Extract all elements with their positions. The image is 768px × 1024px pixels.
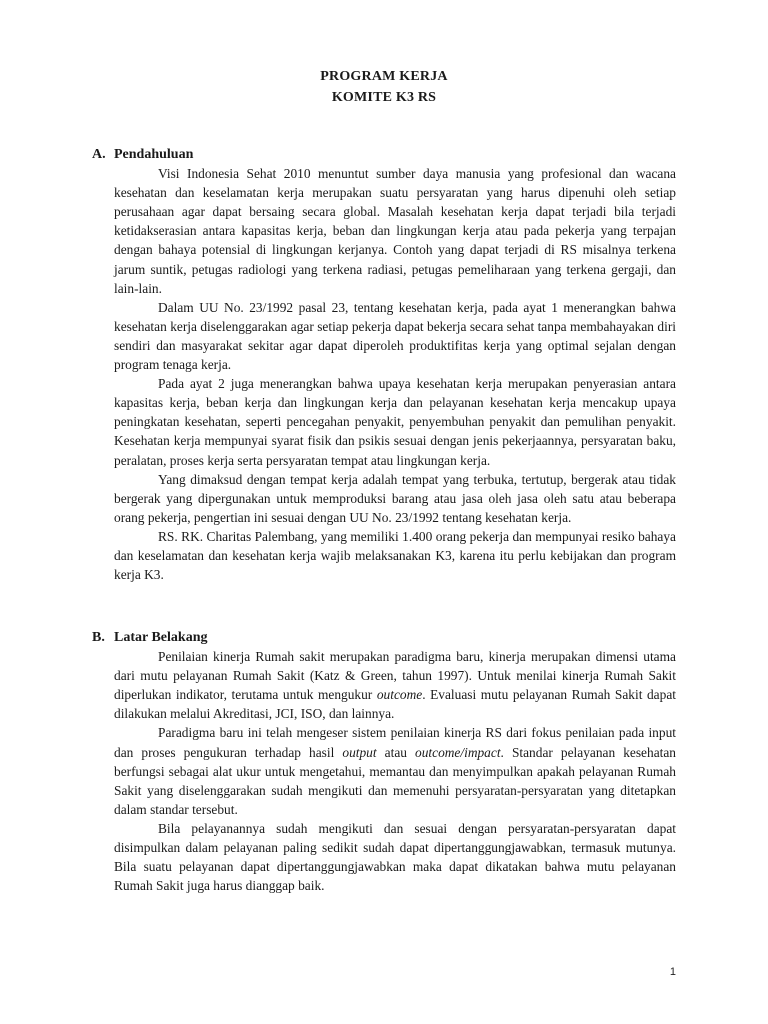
section-body bbox=[114, 164, 676, 584]
text-run: . Evaluasi mutu pelayanan Rumah Sakit dapat dilakukan melalui Akreditasi, JCI, ISO, dan lainnya. bbox=[114, 687, 676, 722]
section-latar-belakang bbox=[92, 628, 676, 895]
text-run: Paradigma baru ini telah mengeser sistem penilaian kinerja RS dari fokus penilaian pada input dan proses pengukuran terhadap hasil bbox=[114, 725, 676, 760]
section-body bbox=[114, 647, 676, 895]
paragraph: Visi Indonesia Sehat 2010 menuntut sumber daya manusia yang profesional dan wacana kesehatan dan keselamatan kerja merupakan suatu persyaratan yang harus dipenuhi oleh setiap perusahaan agar dapat bersaing secara global. Masalah kesehatan kerja dapat terjadi bila terjadi ketidakserasian antara kapasitas kerja, beban dan lingkungan kerja atau pada pekerja yang terpajan dengan bahaya potensial di lingkungan kerjanya. Contoh yang dapat terjadi di RS misalnya terkena jarum suntik, petugas radiologi yang terkena radiasi, petugas pemeliharaan yang terkena gergaji, dan lain-lain. bbox=[114, 166, 676, 296]
section-letter: A. bbox=[92, 147, 106, 162]
section-heading-text: Latar Belakang bbox=[114, 630, 208, 645]
title-line-1: PROGRAM KERJA bbox=[320, 69, 448, 84]
paragraph: Yang dimaksud dengan tempat kerja adalah tempat yang terbuka, tertutup, bergerak atau tidak bergerak yang dipergunakan untuk memproduksi barang atau jasa oleh jasa oleh satu atau beberapa orang pekerja, pengertian ini sesuai dengan UU No. 23/1992 tentang kesehatan kerja. bbox=[114, 471, 676, 525]
title-line-2: KOMITE K3 RS bbox=[331, 90, 437, 105]
section-pendahuluan bbox=[92, 145, 676, 584]
document-title bbox=[0, 66, 768, 108]
text-run: . Standar pelayanan kesehatan berfungsi sebagai alat ukur untuk mengetahui, memantau dan menyimpulkan apakah pelayanan Rumah Sakit yang diselenggarakan sudah mengikuti dan memenuhi persyaratan-persyaratan yang ditetapkan dalam standar tersebut. bbox=[114, 744, 676, 817]
section-heading bbox=[92, 628, 676, 647]
paragraph bbox=[114, 723, 676, 818]
italic-term: output bbox=[342, 744, 377, 760]
italic-term: outcome bbox=[376, 687, 423, 703]
text-run: atau bbox=[376, 744, 416, 760]
paragraph bbox=[114, 647, 676, 723]
text-run: Penilaian kinerja Rumah sakit merupakan paradigma baru, kinerja merupakan dimensi utama dari mutu pelayanan Rumah Sakit (Katz & Green, tahun 1997). Untuk menilai kinerja Rumah Sakit diperlukan indikator, terutama untuk mengukur bbox=[114, 649, 676, 703]
section-heading-text: Pendahuluan bbox=[114, 147, 194, 162]
page-number: 1 bbox=[669, 966, 676, 978]
paragraph: Bila pelayanannya sudah mengikuti dan sesuai dengan persyaratan-persyaratan dapat disimpulkan dalam pelayanan paling sedikit sudah dapat dipertanggungjawabkan, termasuk mutunya. Bila suatu pelayanan dapat dipertanggungjawabkan maka dapat dikatakan bahwa mutu pelayanan Rumah Sakit juga harus dianggap baik. bbox=[114, 820, 676, 894]
paragraph: Dalam UU No. 23/1992 pasal 23, tentang kesehatan kerja, pada ayat 1 menerangkan bahwa kesehatan kerja diselenggarakan agar setiap pekerja dapat bekerja secara sehat tanpa membahayakan diri sendiri dan masyarakat sekitar agar dapat diperoleh produktifitas kerja yang optimal sejalan dengan program tenaga kerja. bbox=[114, 299, 676, 373]
paragraph: RS. RK. Charitas Palembang, yang memiliki 1.400 orang pekerja dan mempunyai resiko bahaya dan keselamatan dan kesehatan kerja wajib melaksanakan K3, karena itu perlu kebijakan dan program kerja K3. bbox=[114, 528, 676, 583]
italic-term: outcome/impact bbox=[415, 744, 501, 760]
section-letter: B. bbox=[92, 630, 105, 645]
section-heading bbox=[92, 145, 676, 164]
paragraph: Pada ayat 2 juga menerangkan bahwa upaya kesehatan kerja merupakan penyerasian antara kapasitas kerja, beban kerja dan lingkungan kerja dan pelayanan kesehatan kerja mencakup upaya peningkatan kesehatan, seperti pencegahan penyakit, penyembuhan penyakit dan pemulihan penyakit. Kesehatan kerja mempunyai syarat fisik dan psikis sesuai dengan jenis pekerjaannya, persyaratan baku, peralatan, proses kerja serta persyaratan tempat atau lingkungan kerja. bbox=[114, 376, 676, 468]
